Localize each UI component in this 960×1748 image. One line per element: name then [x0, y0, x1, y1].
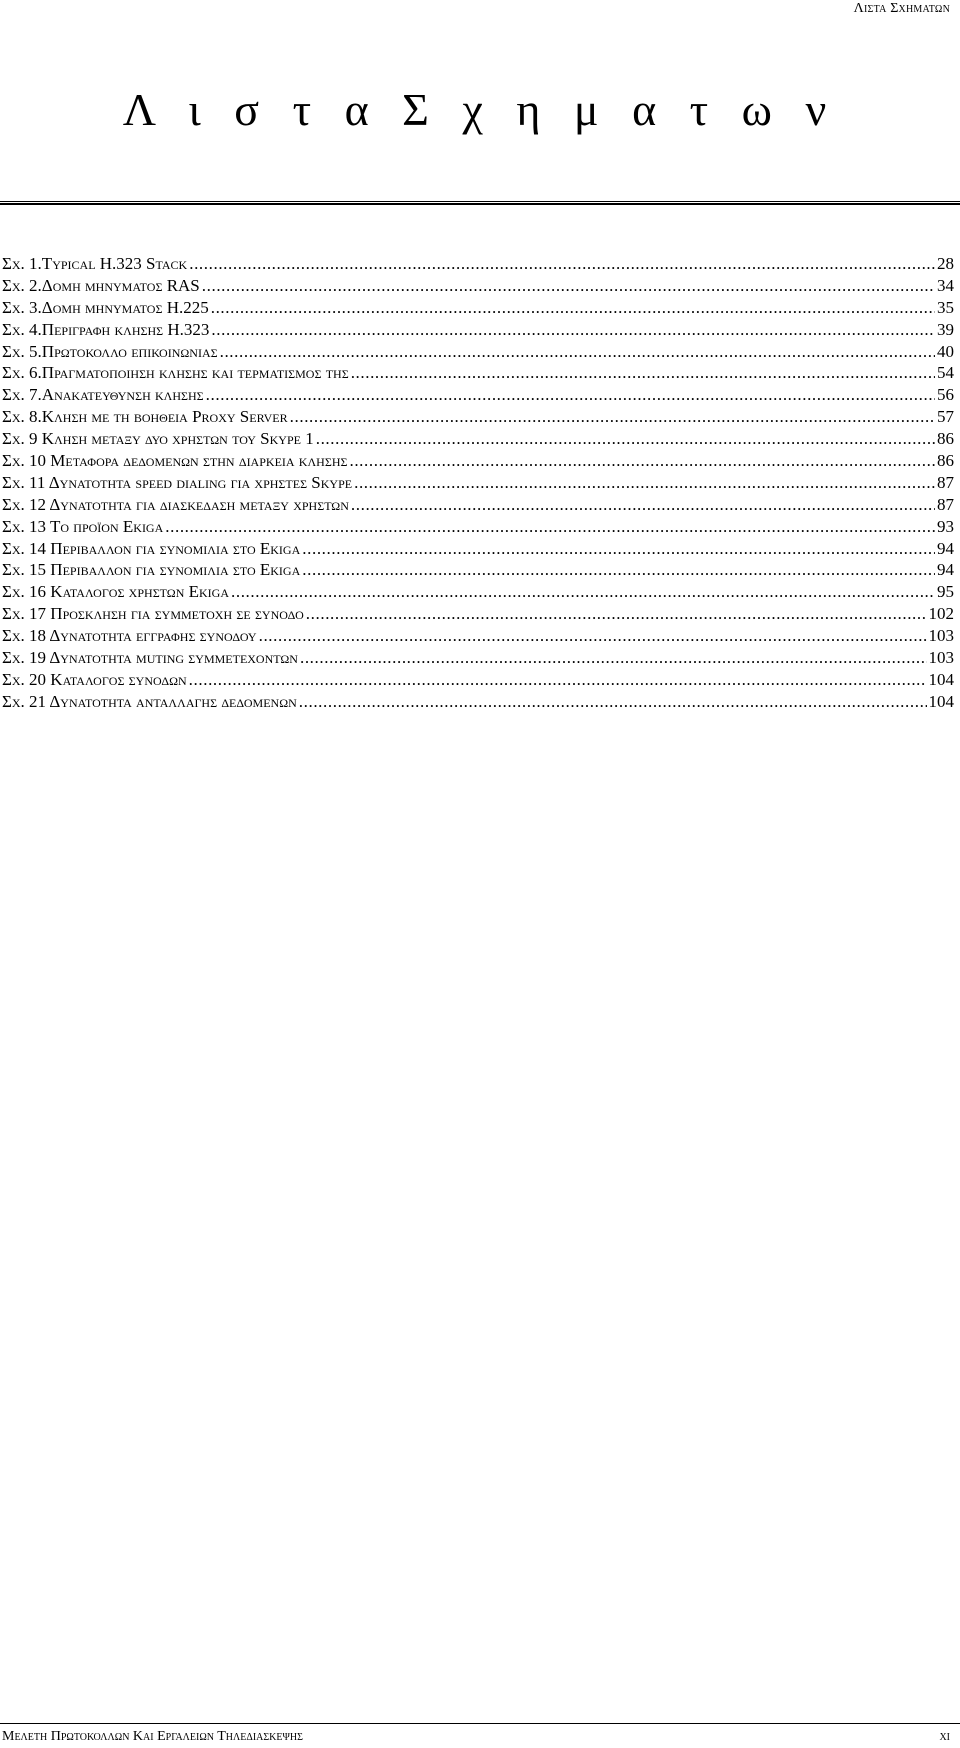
toc-entry-page: 102 [928, 604, 954, 624]
toc-entry-page: 95 [937, 582, 954, 602]
toc-entry-page: 87 [937, 494, 954, 514]
toc-dot-leader [316, 428, 935, 450]
toc-entry-label: Σχ. 8.Κληση με τη βοηθεια Proxy Server [2, 407, 288, 427]
toc-entry[interactable] [2, 516, 954, 538]
toc-entry-label: Σχ. 7.Ανακατευθυνση κλησης [2, 385, 204, 405]
toc-dot-leader [259, 625, 927, 647]
toc-entry-label: Σχ. 15 Περιβαλλον για συνομιλια στο Ekiga [2, 560, 301, 580]
toc-entry-label: Σχ. 3.Δομη μηνυματος H.225 [2, 297, 209, 317]
toc-entry-label: Σχ. 12 Δυνατοτητα για διασκεδαση μεταξυ χρηστων [2, 494, 349, 514]
toc-entry-label: Σχ. 10 Μεταφορα δεδομενων στην διαρκεια κλησης [2, 451, 348, 471]
toc-entry[interactable] [2, 691, 954, 713]
toc-entry-label: Σχ. 11 Δυνατοτητα speed dialing για χρηστες Skype [2, 472, 353, 492]
toc-entry-label: Σχ. 9 Κληση μεταξυ δυο χρηστων του Skype 1 [2, 429, 314, 449]
toc-entry-label: Σχ. 13 Το προϊον Ekiga [2, 516, 164, 536]
toc-entry[interactable] [2, 581, 954, 603]
toc-entry-page: 54 [937, 363, 954, 383]
toc-dot-leader [165, 516, 935, 538]
toc-dot-leader [211, 297, 935, 319]
toc-entry-label: Σχ. 20 Καταλογος συνοδων [2, 669, 187, 689]
footer-divider [0, 1723, 960, 1724]
toc-dot-leader [351, 494, 935, 516]
toc-entry[interactable] [2, 669, 954, 691]
toc-entry-page: 39 [937, 319, 954, 339]
toc-dot-leader [299, 691, 927, 713]
toc-entry-label: Σχ. 18 Δυνατοτητα εγγραφης συνοδου [2, 626, 257, 646]
toc-entry[interactable] [2, 647, 954, 669]
toc-entry[interactable] [2, 538, 954, 560]
toc-entry[interactable] [2, 450, 954, 472]
toc-entry[interactable] [2, 603, 954, 625]
toc-entry[interactable] [2, 253, 954, 275]
toc-entry-label: Σχ. 4.Περιγραφη κλησης H.323 [2, 319, 210, 339]
toc-dot-leader [189, 253, 935, 275]
toc-entry-page: 87 [937, 472, 954, 492]
toc-entry[interactable] [2, 472, 954, 494]
toc-entry-page: 94 [937, 538, 954, 558]
running-header: Λιστα Σχηματων [853, 1, 950, 16]
toc-entry-page: 86 [937, 429, 954, 449]
toc-entry-page: 104 [928, 691, 954, 711]
toc-dot-leader [211, 319, 935, 341]
page-title: Λ ι σ τ α Σ χ η μ α τ ω ν [122, 84, 838, 135]
toc-entry[interactable] [2, 362, 954, 384]
toc-entry-label: Σχ. 21 Δυνατοτητα ανταλλαγης δεδομενων [2, 691, 297, 711]
toc-entry-page: 103 [928, 626, 954, 646]
toc-entry-label: Σχ. 14 Περιβαλλον για συνομιλια στο Ekiga [2, 538, 301, 558]
toc-entry-label: Σχ. 6.Πραγματοποιηση κλησης και τερματισμος της [2, 363, 349, 383]
toc-entry-page: 104 [928, 669, 954, 689]
toc-entry[interactable] [2, 297, 954, 319]
toc-entry-page: 40 [937, 341, 954, 361]
toc-entry-page: 57 [937, 407, 954, 427]
toc-entry[interactable] [2, 559, 954, 581]
toc-entry-page: 34 [937, 275, 954, 295]
toc-entry-page: 93 [937, 516, 954, 536]
toc-dot-leader [290, 406, 935, 428]
toc-entry-label: Σχ. 1.Typical H.323 Stack [2, 254, 188, 273]
toc-entry-page: 103 [928, 648, 954, 668]
toc-entry-page: 35 [937, 297, 954, 317]
toc-dot-leader [206, 384, 935, 406]
toc-entry-label: Σχ. 16 Καταλογος χρηστων Ekiga [2, 582, 229, 602]
toc-dot-leader [349, 450, 935, 472]
toc-dot-leader [302, 559, 935, 581]
toc-entry-page: 56 [937, 385, 954, 405]
toc-dot-leader [300, 647, 927, 669]
toc-entry[interactable] [2, 406, 954, 428]
toc-dot-leader [351, 362, 935, 384]
toc-dot-leader [220, 341, 935, 363]
toc-entry[interactable] [2, 384, 954, 406]
title-divider [0, 201, 960, 205]
toc-entry[interactable] [2, 341, 954, 363]
toc-entry[interactable] [2, 319, 954, 341]
footer-document-title: Μελετη Πρωτοκολλων Και Εργαλειων Τηλεδιασκεψης [2, 1729, 303, 1744]
toc-entry-label: Σχ. 5.Πρωτοκολλο επικοινωνιας [2, 341, 218, 361]
toc-entry-page: 86 [937, 451, 954, 471]
list-of-figures [2, 253, 954, 713]
toc-dot-leader [306, 603, 927, 625]
toc-entry[interactable] [2, 494, 954, 516]
toc-dot-leader [189, 669, 927, 691]
toc-entry-page: 28 [937, 254, 954, 273]
toc-entry-label: Σχ. 19 Δυνατοτητα muting συμμετεχοντων [2, 648, 298, 668]
toc-dot-leader [202, 275, 935, 297]
toc-entry[interactable] [2, 428, 954, 450]
toc-entry[interactable] [2, 275, 954, 297]
toc-entry-page: 94 [937, 560, 954, 580]
toc-dot-leader [354, 472, 935, 494]
toc-dot-leader [231, 581, 935, 603]
toc-entry[interactable] [2, 625, 954, 647]
footer-page-number: xi [939, 1729, 950, 1744]
toc-entry-label: Σχ. 2.Δομη μηνυματος RAS [2, 275, 200, 295]
toc-entry-label: Σχ. 17 Προσκληση για συμμετοχη σε συνοδο [2, 604, 304, 624]
toc-dot-leader [302, 538, 935, 560]
